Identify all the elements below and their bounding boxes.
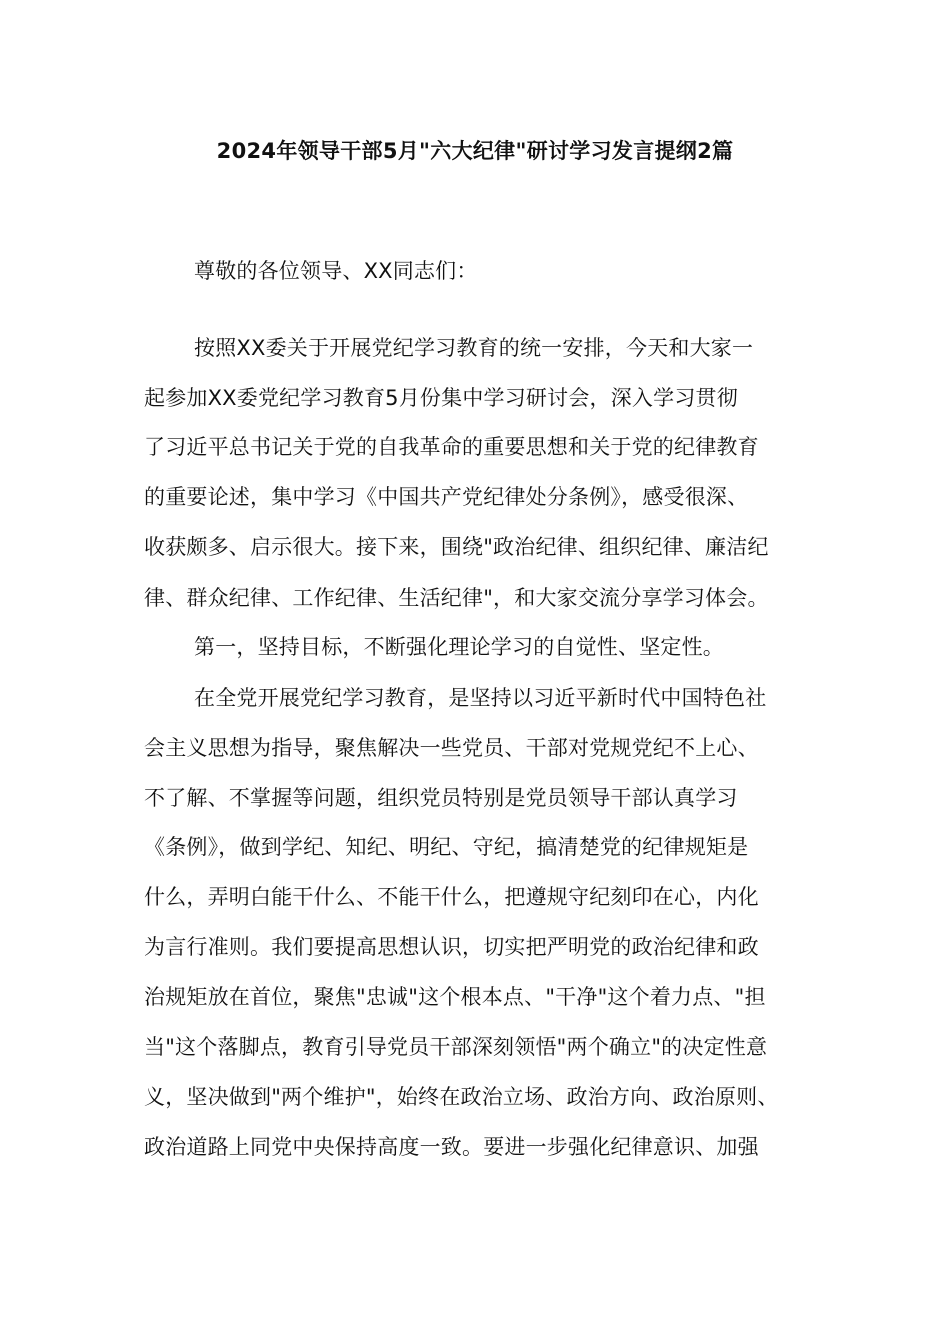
paragraph-line: 的重要论述，集中学习《中国共产党纪律处分条例》，感受很深、 [144, 485, 749, 509]
paragraph-line: 起参加XX委党纪学习教育5月份集中学习研讨会，深入学习贯彻 [144, 386, 738, 410]
paragraph-line: 政治道路上同党中央保持高度一致。要进一步强化纪律意识、加强 [144, 1135, 759, 1159]
paragraph-line: 在全党开展党纪学习教育，是坚持以习近平新时代中国特色社 [194, 686, 767, 710]
paragraph-line: 治规矩放在首位，聚焦"忠诚"这个根本点、"干净"这个着力点、"担 [144, 985, 766, 1009]
paragraph-line: 《条例》，做到学纪、知纪、明纪、守纪，搞清楚党的纪律规矩是 [144, 835, 749, 859]
paragraph-line: 为言行准则。我们要提高思想认识，切实把严明党的政治纪律和政 [144, 935, 759, 959]
salutation-line: 尊敬的各位领导、XX同志们： [194, 259, 478, 283]
paragraph-line: 收获颇多、启示很大。接下来，围绕"政治纪律、组织纪律、廉洁纪 [144, 535, 769, 559]
section-heading-line: 第一，坚持目标，不断强化理论学习的自觉性、坚定性。 [194, 635, 724, 659]
paragraph-line: 不了解、不掌握等问题，组织党员特别是党员领导干部认真学习 [144, 786, 738, 810]
paragraph-line: 什么，弄明白能干什么、不能干什么，把遵规守纪刻印在心，内化 [144, 885, 759, 909]
document-title [0, 134, 950, 168]
document-title-text: 2024年领导干部5月"六大纪律"研讨学习发言提纲2篇 [216, 139, 734, 163]
paragraph-line: 了习近平总书记关于党的自我革命的重要思想和关于党的纪律教育 [144, 435, 759, 459]
paragraph-line: 会主义思想为指导，聚焦解决一些党员、干部对党规党纪不上心、 [144, 736, 759, 760]
paragraph-line: 当"这个落脚点，教育引导党员干部深刻领悟"两个确立"的决定性意 [144, 1035, 768, 1059]
paragraph-line: 律、群众纪律、工作纪律、生活纪律"，和大家交流分享学习体会。 [144, 586, 769, 610]
paragraph-line: 按照XX委关于开展党纪学习教育的统一安排，今天和大家一 [194, 336, 754, 360]
paragraph-line: 义，坚决做到"两个维护"，始终在政治立场、政治方向、政治原则、 [144, 1085, 779, 1109]
